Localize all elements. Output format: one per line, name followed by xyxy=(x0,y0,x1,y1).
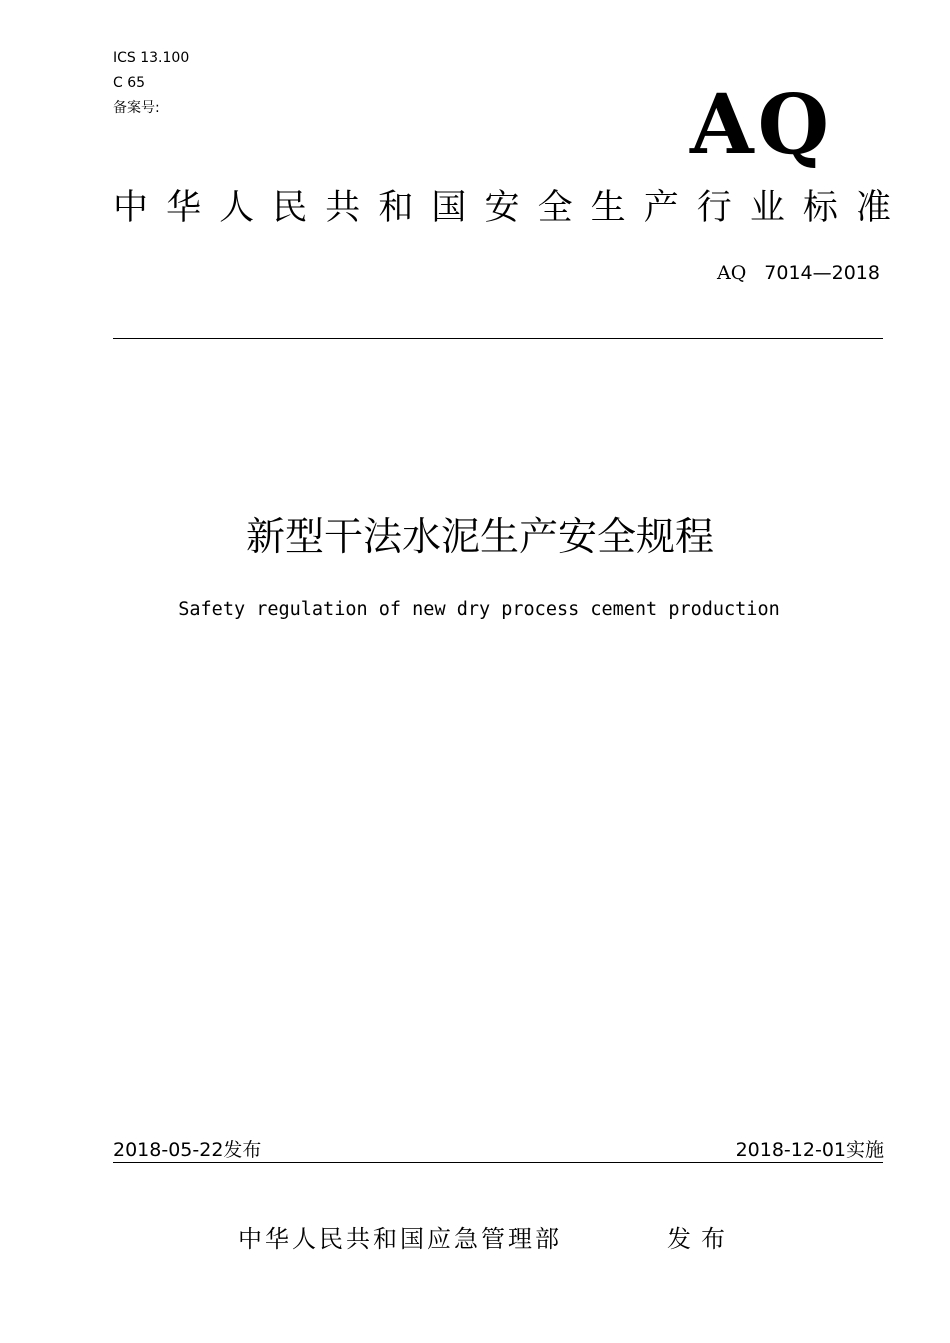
bottom-divider xyxy=(113,1162,883,1163)
publisher-name: 中华人民共和国应急管理部 xyxy=(238,1225,562,1253)
aq-logo: AQ xyxy=(690,77,834,173)
ics-code: ICS 13.100 xyxy=(113,50,190,66)
ccs-code: C 65 xyxy=(113,75,146,91)
document-title: 新型干法水泥生产安全规程 xyxy=(245,515,714,560)
publish-date: 2018-05-22发布 xyxy=(113,1139,262,1161)
effective-date: 2018-12-01实施 xyxy=(735,1139,884,1161)
standard-category: 中华人民共和国安全生产行业标准 xyxy=(113,188,891,228)
standard-number xyxy=(717,261,880,285)
publish-label: 发布 xyxy=(667,1225,735,1253)
document-title-english: Safety regulation of new dry process cement production xyxy=(178,599,780,620)
standard-number-code: 7014—2018 xyxy=(764,262,880,284)
standard-number-prefix: AQ xyxy=(716,262,747,284)
filing-number-label: 备案号: xyxy=(113,100,160,116)
top-divider xyxy=(113,338,883,339)
